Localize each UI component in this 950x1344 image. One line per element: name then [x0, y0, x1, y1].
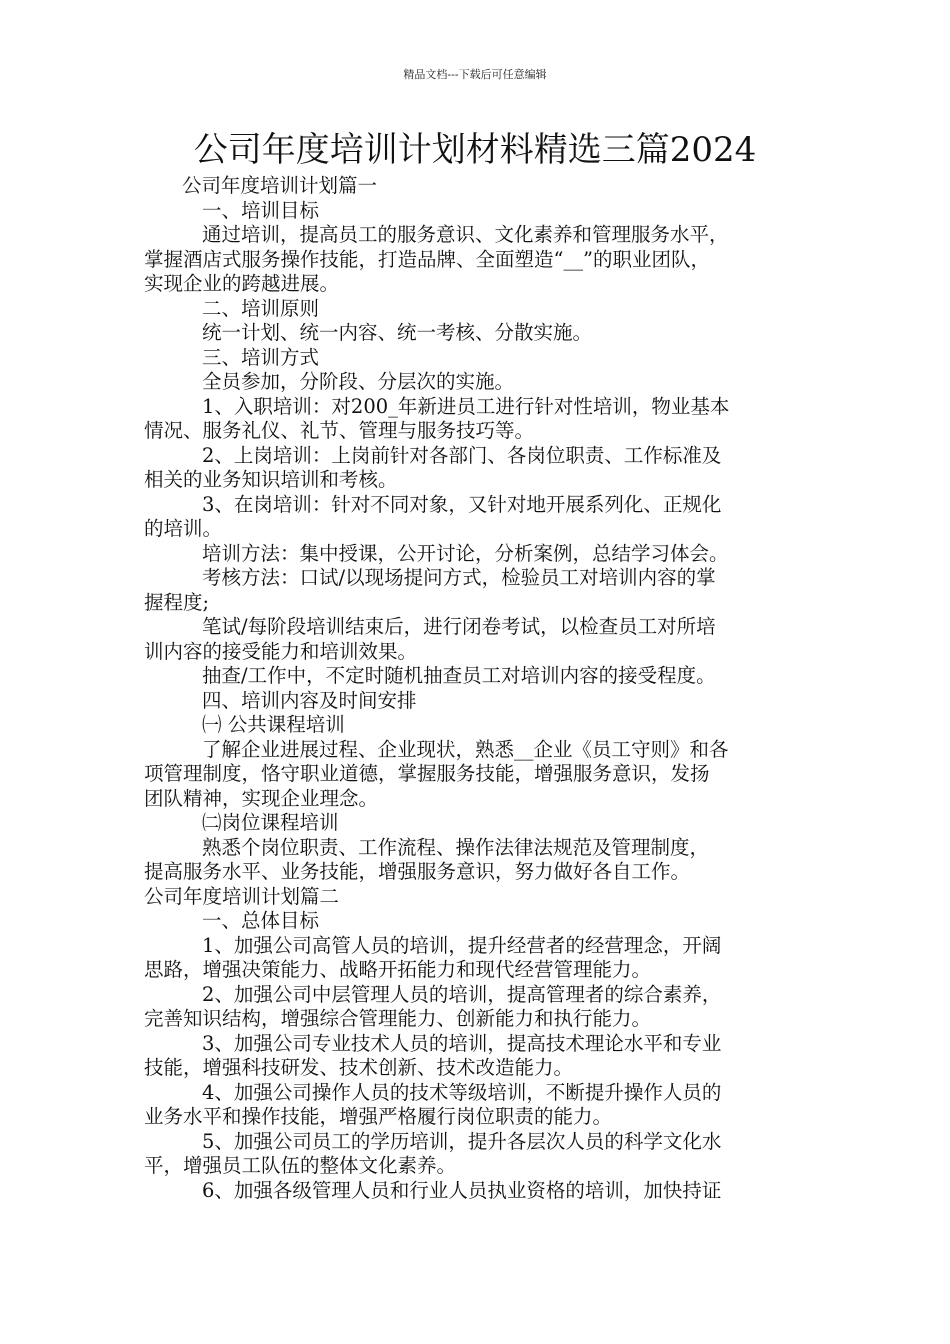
document-body	[144, 174, 814, 1203]
subheading: 二、培训原则	[202, 296, 320, 320]
document-title: 公司年度培训计划材料精选三篇2024	[193, 130, 757, 170]
paragraph-line: 熟悉个岗位职责、工作流程、操作法律法规范及管理制度，	[202, 835, 710, 859]
paragraph-line: 的培训。	[144, 517, 223, 540]
paragraph-line: 1、加强公司高管人员的培训，提升经营者的经营理念，开阔	[202, 933, 722, 957]
subheading: 一、培训目标	[202, 198, 320, 222]
paragraph-line: 统一计划、统一内容、统一考核、分散实施。	[202, 321, 593, 344]
paragraph-line: 考核方法：口试/以现场提问方式，检验员工对培训内容的掌	[202, 566, 716, 589]
subheading: ㈡岗位课程培训	[202, 811, 339, 834]
section-heading: 公司年度培训计划篇一	[182, 174, 378, 197]
paragraph-line: 实现企业的跨越进展。	[144, 272, 340, 295]
paragraph-line: 笔试/每阶段培训结束后，进行闭卷考试，以检查员工对所培	[202, 615, 716, 638]
paragraph-line: 掌握酒店式服务操作技能，打造品牌、全面塑造“__”的职业团队，	[144, 247, 710, 271]
paragraph-line: 平，增强员工队伍的整体文化素养。	[144, 1154, 457, 1177]
paragraph-line: 3、在岗培训：针对不同对象，又针对地开展系列化、正规化	[202, 492, 722, 516]
paragraph-line: 相关的业务知识培训和考核。	[144, 468, 398, 491]
paragraph-line: 全员参加，分阶段、分层次的实施。	[202, 370, 515, 393]
subheading: ㈠ 公共课程培训	[202, 713, 345, 736]
paragraph-line: 培训方法：集中授课，公开讨论，分析案例，总结学习体会。	[202, 541, 729, 565]
paragraph-line: 1、入职培训：对200_年新进员工进行针对性培训，物业基本	[202, 394, 730, 418]
section-heading: 公司年度培训计划篇二	[144, 884, 340, 908]
paragraph-line: 4、加强公司操作人员的技术等级培训，不断提升操作人员的	[202, 1080, 722, 1104]
paragraph-line: 5、加强公司员工的学历培训，提升各层次人员的科学文化水	[202, 1129, 722, 1153]
paragraph-line: 提高服务水平、业务技能，增强服务意识，努力做好各自工作。	[144, 860, 691, 883]
subheading: 四、培训内容及时间安排	[202, 688, 417, 712]
paragraph-line: 训内容的接受能力和培训效果。	[144, 639, 418, 663]
paragraph-line: 握程度;	[144, 590, 210, 614]
paragraph-line: 业务水平和操作技能，增强严格履行岗位职责的能力。	[144, 1105, 613, 1128]
paragraph-line: 2、加强公司中层管理人员的培训，提高管理者的综合素养，	[202, 982, 722, 1006]
paragraph-line: 技能，增强科技研发、技术创新、技术改造能力。	[144, 1056, 574, 1079]
paragraph-line: 项管理制度，恪守职业道德，掌握服务技能，增强服务意识，发扬	[144, 762, 710, 785]
paragraph-line: 通过培训，提高员工的服务意识、文化素养和管理服务水平，	[202, 223, 729, 246]
page-header: 精品文档---下载后可任意编辑	[403, 68, 547, 81]
paragraph-line: 团队精神，实现企业理念。	[144, 786, 379, 810]
subheading: 一、总体目标	[202, 909, 320, 932]
paragraph-line: 情况、服务礼仪、礼节、管理与服务技巧等。	[144, 419, 535, 442]
subheading: 三、培训方式	[202, 345, 320, 369]
paragraph-line: 6、加强各级管理人员和行业人员执业资格的培训，加快持证	[202, 1178, 722, 1202]
paragraph-line: 了解企业进展过程、企业现状，熟悉__企业《员工守则》和各	[202, 737, 729, 761]
paragraph-line: 2、上岗培训：上岗前针对各部门、各岗位职责、工作标准及	[202, 443, 722, 467]
paragraph-line: 抽查/工作中，不定时随机抽查员工对培训内容的接受程度。	[202, 664, 716, 687]
paragraph-line: 3、加强公司专业技术人员的培训，提高技术理论水平和专业	[202, 1031, 722, 1055]
paragraph-line: 完善知识结构，增强综合管理能力、创新能力和执行能力。	[144, 1007, 652, 1030]
paragraph-line: 思路，增强决策能力、战略开拓能力和现代经营管理能力。	[144, 958, 652, 981]
